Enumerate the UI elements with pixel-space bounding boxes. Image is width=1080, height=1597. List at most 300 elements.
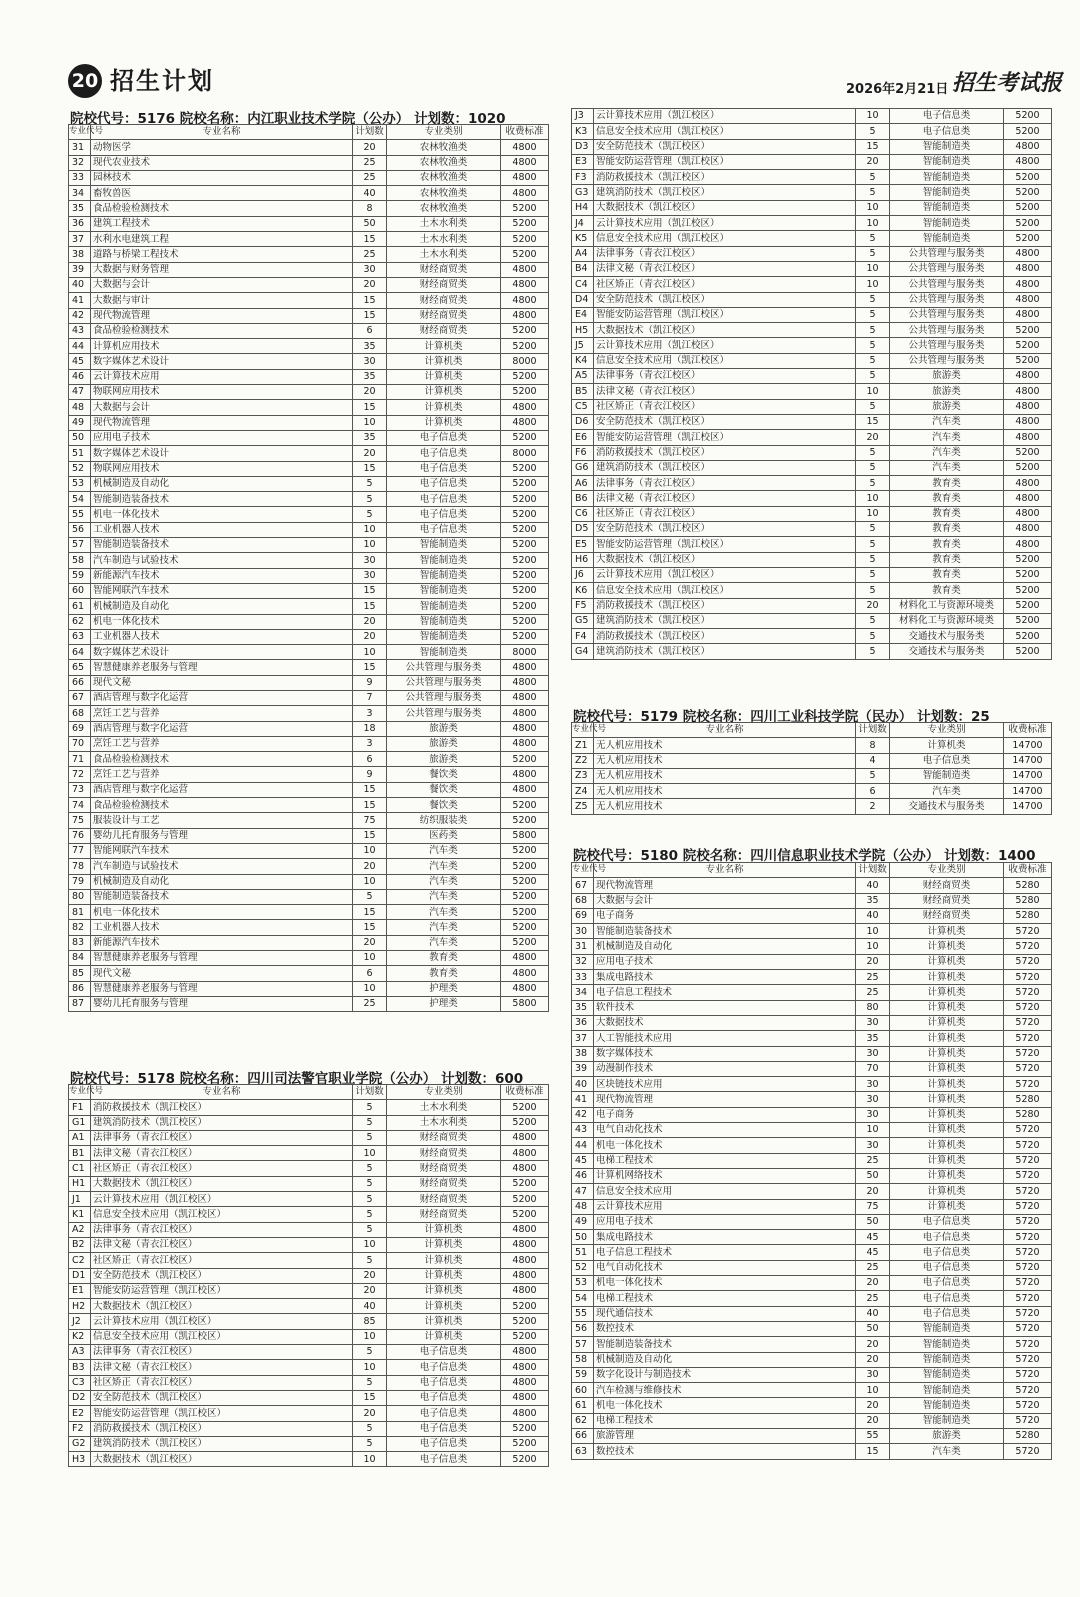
cell-code: 48 — [572, 1199, 594, 1214]
cell-fee: 5720 — [1004, 1230, 1052, 1245]
cell-category: 计算机类 — [387, 369, 501, 384]
cell-code: 41 — [572, 1092, 594, 1107]
cell-fee: 5720 — [1004, 1306, 1052, 1321]
cell-code: K5 — [572, 231, 594, 246]
cell-category: 土木水利类 — [387, 1115, 501, 1130]
cell-code: 67 — [69, 690, 91, 705]
cell-fee: 4800 — [1004, 430, 1052, 445]
cell-name: 烹饪工艺与营养 — [91, 767, 353, 782]
column-header-fee: 收费标准 — [501, 125, 549, 140]
cell-count: 25 — [856, 985, 890, 1000]
cell-code: 78 — [69, 859, 91, 874]
cell-count: 15 — [353, 905, 387, 920]
table-row — [69, 1314, 549, 1329]
table-row — [69, 247, 549, 262]
cell-count: 35 — [353, 430, 387, 445]
cell-category: 交通技术与服务类 — [890, 629, 1004, 644]
cell-code: 51 — [572, 1245, 594, 1260]
cell-count: 5 — [856, 644, 890, 659]
cell-count: 30 — [856, 1092, 890, 1107]
cell-name: 信息安全技术应用（凯江校区） — [91, 1329, 353, 1344]
cell-name: 烹饪工艺与营养 — [91, 736, 353, 751]
cell-count: 35 — [856, 1031, 890, 1046]
cell-count: 5 — [856, 522, 890, 537]
cell-count: 5 — [353, 492, 387, 507]
cell-code: E5 — [572, 537, 594, 552]
cell-category: 电子信息类 — [890, 109, 1004, 124]
table-row — [69, 1268, 549, 1283]
cell-category: 教育类 — [890, 552, 1004, 567]
cell-fee: 5200 — [1004, 445, 1052, 460]
table-row — [572, 893, 1052, 908]
cell-code: 58 — [572, 1352, 594, 1367]
column-header-fee: 收费标准 — [1004, 723, 1052, 738]
cell-name: 电子商务 — [594, 908, 856, 923]
cell-count: 20 — [856, 1398, 890, 1413]
cell-count: 15 — [856, 414, 890, 429]
cell-code: F4 — [572, 629, 594, 644]
cell-count: 6 — [856, 784, 890, 799]
cell-code: 34 — [69, 186, 91, 201]
table-row — [69, 1192, 549, 1207]
cell-fee: 5200 — [501, 232, 549, 247]
cell-category: 智能制造类 — [387, 599, 501, 614]
cell-code: E6 — [572, 430, 594, 445]
table-row — [572, 567, 1052, 582]
table-row — [572, 292, 1052, 307]
cell-fee: 5720 — [1004, 1337, 1052, 1352]
cell-code: B5 — [572, 384, 594, 399]
cell-name: 安全防范技术（凯江校区） — [594, 139, 856, 154]
cell-fee: 5200 — [501, 1207, 549, 1222]
table-row — [572, 1291, 1052, 1306]
section-title-5180: 院校代号：5180 院校名称：四川信息职业技术学院（公办） 计划数：1400 — [573, 848, 1036, 864]
cell-category: 计算机类 — [387, 339, 501, 354]
cell-count: 20 — [353, 1406, 387, 1421]
cell-count: 5 — [856, 292, 890, 307]
table-row — [572, 1398, 1052, 1413]
cell-name: 智能网联汽车技术 — [91, 843, 353, 858]
cell-code: 67 — [572, 878, 594, 893]
section-title-5178: 院校代号：5178 院校名称：四川司法警官职业学院（公办） 计划数：600 — [70, 1071, 524, 1087]
cell-fee: 4800 — [1004, 292, 1052, 307]
cell-category: 汽车类 — [387, 920, 501, 935]
cell-code: 48 — [69, 400, 91, 415]
cell-name: 电气自动化技术 — [594, 1123, 856, 1138]
cell-name: 大数据与财务管理 — [91, 262, 353, 277]
cell-code: A5 — [572, 369, 594, 384]
cell-category: 财经商贸类 — [387, 1192, 501, 1207]
cell-category: 智能制造类 — [890, 768, 1004, 783]
cell-code: H4 — [572, 200, 594, 215]
cell-name: 无人机应用技术 — [594, 768, 856, 783]
cell-code: 87 — [69, 996, 91, 1011]
cell-name: 信息安全技术应用（凯江校区） — [594, 583, 856, 598]
cell-fee: 5200 — [1004, 200, 1052, 215]
cell-fee: 4800 — [501, 400, 549, 415]
cell-name: 云计算技术应用（凯江校区） — [594, 109, 856, 124]
cell-code: A1 — [69, 1130, 91, 1145]
cell-code: C5 — [572, 399, 594, 414]
table-row — [69, 201, 549, 216]
cell-name: 云计算技术应用 — [594, 1199, 856, 1214]
cell-name: 物联网应用技术 — [91, 385, 353, 400]
cell-count: 30 — [856, 1367, 890, 1382]
cell-count: 10 — [353, 1237, 387, 1252]
cell-count: 10 — [856, 384, 890, 399]
cell-category: 电子信息类 — [387, 461, 501, 476]
cell-name: 食品检验检测技术 — [91, 798, 353, 813]
cell-count: 15 — [856, 1444, 890, 1459]
table-row — [572, 908, 1052, 923]
cell-fee: 5720 — [1004, 1245, 1052, 1260]
table-row — [572, 583, 1052, 598]
cell-category: 智能制造类 — [890, 170, 1004, 185]
cell-name: 大数据技术（凯江校区） — [91, 1176, 353, 1191]
table-row — [572, 878, 1052, 893]
cell-name: 智能制造装备技术 — [91, 538, 353, 553]
cell-name: 建筑消防技术（凯江校区） — [594, 613, 856, 628]
cell-name: 社区矫正（青衣江校区） — [594, 277, 856, 292]
cell-name: 电气自动化技术 — [594, 1260, 856, 1275]
cell-category: 计算机类 — [387, 354, 501, 369]
cell-name: 机械制造及自动化 — [91, 599, 353, 614]
cell-name: 智能安防运营管理（凯江校区） — [594, 154, 856, 169]
cell-count: 5 — [856, 552, 890, 567]
table-row — [69, 170, 549, 185]
cell-fee: 4800 — [501, 1345, 549, 1360]
cell-name: 建筑消防技术（凯江校区） — [91, 1115, 353, 1130]
table-row — [572, 1444, 1052, 1459]
cell-category: 电子信息类 — [387, 492, 501, 507]
cell-fee: 5200 — [1004, 583, 1052, 598]
cell-count: 5 — [353, 1222, 387, 1237]
table-row — [69, 920, 549, 935]
cell-name: 大数据技术（凯江校区） — [594, 200, 856, 215]
cell-code: E4 — [572, 307, 594, 322]
table-row — [69, 1436, 549, 1451]
cell-count: 5 — [353, 1130, 387, 1145]
cell-name: 无人机应用技术 — [594, 738, 856, 753]
cell-category: 电子信息类 — [890, 1230, 1004, 1245]
cell-fee: 5200 — [501, 1100, 549, 1115]
table-row — [69, 1452, 549, 1467]
cell-name: 数字媒体技术 — [594, 1046, 856, 1061]
cell-category: 汽车类 — [387, 859, 501, 874]
cell-code: 54 — [572, 1291, 594, 1306]
cell-name: 信息安全技术应用（凯江校区） — [91, 1207, 353, 1222]
cell-name: 食品检验检测技术 — [91, 201, 353, 216]
cell-name: 建筑消防技术（凯江校区） — [594, 460, 856, 475]
table-header-row — [69, 1085, 549, 1100]
cell-name: 社区矫正（青衣江校区） — [91, 1161, 353, 1176]
cell-name: 大数据技术（凯江校区） — [594, 323, 856, 338]
cell-code: 80 — [69, 889, 91, 904]
cell-fee: 5720 — [1004, 1291, 1052, 1306]
cell-count: 30 — [856, 1107, 890, 1122]
cell-code: 36 — [572, 1015, 594, 1030]
cell-count: 50 — [856, 1168, 890, 1183]
cell-count: 45 — [856, 1245, 890, 1260]
cell-count: 5 — [856, 768, 890, 783]
table-row — [69, 323, 549, 338]
table-row — [572, 1077, 1052, 1092]
cell-category: 计算机类 — [890, 1138, 1004, 1153]
cell-code: 57 — [572, 1337, 594, 1352]
cell-count: 5 — [856, 246, 890, 261]
cell-category: 财经商贸类 — [387, 277, 501, 292]
cell-count: 5 — [353, 1100, 387, 1115]
cell-category: 电子信息类 — [387, 507, 501, 522]
cell-name: 消防救援技术（凯江校区） — [594, 170, 856, 185]
cell-fee: 4800 — [501, 767, 549, 782]
cell-category: 计算机类 — [890, 1077, 1004, 1092]
cell-name: 智能安防运营管理（凯江校区） — [594, 537, 856, 552]
cell-category: 计算机类 — [387, 400, 501, 415]
cell-count: 20 — [856, 1337, 890, 1352]
cell-count: 10 — [353, 645, 387, 660]
column-header-count: 计划数 — [353, 125, 387, 140]
cell-fee: 4800 — [501, 1360, 549, 1375]
cell-category: 智能制造类 — [387, 645, 501, 660]
cell-category: 计算机类 — [890, 1184, 1004, 1199]
cell-category: 计算机类 — [890, 1123, 1004, 1138]
cell-code: 49 — [69, 415, 91, 430]
table-row — [572, 1184, 1052, 1199]
cell-code: 40 — [572, 1077, 594, 1092]
cell-name: 现代物流管理 — [91, 308, 353, 323]
table-row — [572, 1214, 1052, 1229]
cell-fee: 5200 — [501, 476, 549, 491]
cell-category: 电子信息类 — [387, 1345, 501, 1360]
cell-count: 3 — [353, 736, 387, 751]
cell-fee: 5200 — [501, 247, 549, 262]
cell-fee: 4800 — [501, 1390, 549, 1405]
cell-count: 85 — [353, 1314, 387, 1329]
cell-fee: 5800 — [501, 996, 549, 1011]
cell-code: D3 — [572, 139, 594, 154]
table-row — [572, 109, 1052, 124]
cell-name: 信息安全技术应用（凯江校区） — [594, 353, 856, 368]
cell-count: 18 — [353, 721, 387, 736]
table-row — [572, 430, 1052, 445]
cell-name: 信息安全技术应用（凯江校区） — [594, 231, 856, 246]
cell-fee: 5720 — [1004, 924, 1052, 939]
cell-code: 38 — [572, 1046, 594, 1061]
cell-count: 80 — [856, 1000, 890, 1015]
cell-fee: 5200 — [501, 507, 549, 522]
cell-fee: 5720 — [1004, 1199, 1052, 1214]
cell-count: 10 — [856, 200, 890, 215]
table-row — [69, 706, 549, 721]
cell-fee: 5720 — [1004, 1168, 1052, 1183]
table-row — [69, 308, 549, 323]
cell-count: 6 — [353, 966, 387, 981]
cell-fee: 5200 — [501, 1329, 549, 1344]
table-row — [572, 1413, 1052, 1428]
cell-fee: 5200 — [501, 339, 549, 354]
table-row — [69, 507, 549, 522]
cell-code: 61 — [572, 1398, 594, 1413]
cell-fee: 4800 — [501, 690, 549, 705]
cell-fee: 5720 — [1004, 1398, 1052, 1413]
cell-code: 82 — [69, 920, 91, 935]
cell-code: 50 — [572, 1230, 594, 1245]
cell-fee: 5200 — [501, 1192, 549, 1207]
cell-fee: 5200 — [1004, 353, 1052, 368]
cell-count: 4 — [856, 753, 890, 768]
cell-fee: 4800 — [1004, 261, 1052, 276]
cell-count: 10 — [353, 874, 387, 889]
table-row — [572, 522, 1052, 537]
table-header-row — [572, 863, 1052, 878]
cell-name: 电梯工程技术 — [594, 1291, 856, 1306]
cell-count: 30 — [856, 1077, 890, 1092]
cell-name: 安全防范技术（凯江校区） — [594, 522, 856, 537]
cell-count: 10 — [353, 522, 387, 537]
table-row — [69, 476, 549, 491]
cell-category: 计算机类 — [890, 1199, 1004, 1214]
table-row — [572, 185, 1052, 200]
cell-name: 新能源汽车技术 — [91, 568, 353, 583]
cell-code: 38 — [69, 247, 91, 262]
column-header-count: 计划数 — [856, 723, 890, 738]
column-header-count: 计划数 — [353, 1085, 387, 1100]
cell-fee: 5200 — [501, 553, 549, 568]
cell-category: 汽车类 — [890, 430, 1004, 445]
cell-name: 大数据技术 — [594, 1015, 856, 1030]
cell-fee: 5200 — [1004, 109, 1052, 124]
cell-category: 电子信息类 — [890, 124, 1004, 139]
cell-category: 财经商贸类 — [387, 1161, 501, 1176]
cell-name: 动漫制作技术 — [594, 1061, 856, 1076]
cell-code: 42 — [572, 1107, 594, 1122]
cell-category: 公共管理与服务类 — [890, 292, 1004, 307]
cell-code: C1 — [69, 1161, 91, 1176]
cell-code: 30 — [572, 924, 594, 939]
cell-count: 5 — [856, 338, 890, 353]
table-row — [572, 598, 1052, 613]
cell-fee: 5720 — [1004, 1444, 1052, 1459]
cell-code: 77 — [69, 843, 91, 858]
section-title-5179: 院校代号：5179 院校名称：四川工业科技学院（民办） 计划数：25 — [573, 709, 990, 725]
table-row — [69, 415, 549, 430]
cell-name: 法律事务（青衣江校区） — [594, 476, 856, 491]
cell-count: 15 — [353, 920, 387, 935]
cell-count: 30 — [353, 262, 387, 277]
cell-count: 10 — [856, 506, 890, 521]
cell-fee: 4800 — [501, 1237, 549, 1252]
cell-fee: 4800 — [1004, 399, 1052, 414]
cell-category: 教育类 — [890, 537, 1004, 552]
table-row — [572, 537, 1052, 552]
cell-category: 公共管理与服务类 — [890, 353, 1004, 368]
cell-fee: 5720 — [1004, 1153, 1052, 1168]
cell-code: B4 — [572, 261, 594, 276]
cell-fee: 4800 — [501, 1375, 549, 1390]
cell-fee: 14700 — [1004, 738, 1052, 753]
cell-code: 33 — [572, 970, 594, 985]
cell-count: 75 — [856, 1199, 890, 1214]
table-row — [572, 231, 1052, 246]
cell-category: 教育类 — [387, 951, 501, 966]
table-row — [572, 1276, 1052, 1291]
cell-count: 9 — [353, 767, 387, 782]
cell-count: 15 — [353, 400, 387, 415]
cell-fee: 4800 — [501, 981, 549, 996]
cell-fee: 5200 — [1004, 613, 1052, 628]
column-header-category: 专业类别 — [387, 1085, 501, 1100]
cell-name: 建筑工程技术 — [91, 216, 353, 231]
cell-category: 计算机类 — [387, 385, 501, 400]
table-row — [69, 140, 549, 155]
cell-fee: 5200 — [501, 798, 549, 813]
cell-fee: 5200 — [501, 874, 549, 889]
table-row — [572, 1428, 1052, 1443]
table-row — [572, 1031, 1052, 1046]
cell-code: 39 — [572, 1061, 594, 1076]
table-row — [572, 1015, 1052, 1030]
cell-count: 7 — [353, 690, 387, 705]
cell-category: 电子信息类 — [890, 1245, 1004, 1260]
cell-name: 安全防范技术（凯江校区） — [91, 1268, 353, 1283]
cell-fee: 4800 — [501, 675, 549, 690]
cell-category: 智能制造类 — [890, 200, 1004, 215]
cell-category: 计算机类 — [890, 924, 1004, 939]
cell-fee: 4800 — [1004, 491, 1052, 506]
table-row — [572, 1230, 1052, 1245]
cell-count: 20 — [856, 430, 890, 445]
cell-name: 电子信息工程技术 — [594, 1245, 856, 1260]
cell-count: 10 — [856, 261, 890, 276]
column-header-name: 专业名称 — [91, 1085, 353, 1100]
cell-count: 30 — [353, 553, 387, 568]
table-row — [572, 753, 1052, 768]
cell-code: 45 — [572, 1153, 594, 1168]
table-row — [572, 1306, 1052, 1321]
cell-fee: 5200 — [501, 538, 549, 553]
table-row — [69, 874, 549, 889]
cell-fee: 14700 — [1004, 799, 1052, 814]
cell-name: 大数据与会计 — [91, 400, 353, 415]
table-row — [572, 246, 1052, 261]
table-row — [69, 645, 549, 660]
cell-fee: 4800 — [1004, 476, 1052, 491]
cell-category: 公共管理与服务类 — [387, 675, 501, 690]
table-row — [69, 1360, 549, 1375]
table-row — [69, 538, 549, 553]
cell-code: H2 — [69, 1299, 91, 1314]
cell-count: 15 — [353, 293, 387, 308]
table-row — [69, 721, 549, 736]
cell-category: 材料化工与资源环境类 — [890, 598, 1004, 613]
cell-category: 公共管理与服务类 — [890, 277, 1004, 292]
cell-fee: 5200 — [1004, 170, 1052, 185]
cell-name: 智慧健康养老服务与管理 — [91, 951, 353, 966]
cell-name: 数字化设计与制造技术 — [594, 1367, 856, 1382]
cell-category: 农林牧渔类 — [387, 186, 501, 201]
cell-category: 智能制造类 — [890, 231, 1004, 246]
cell-category: 护理类 — [387, 981, 501, 996]
cell-name: 建筑消防技术（凯江校区） — [91, 1436, 353, 1451]
cell-category: 汽车类 — [387, 843, 501, 858]
cell-name: 法律文秘（青衣江校区） — [594, 384, 856, 399]
cell-name: 智能安防运营管理（凯江校区） — [91, 1406, 353, 1421]
cell-fee: 4800 — [1004, 369, 1052, 384]
table-row — [69, 966, 549, 981]
table-row — [69, 1390, 549, 1405]
cell-count: 10 — [856, 109, 890, 124]
